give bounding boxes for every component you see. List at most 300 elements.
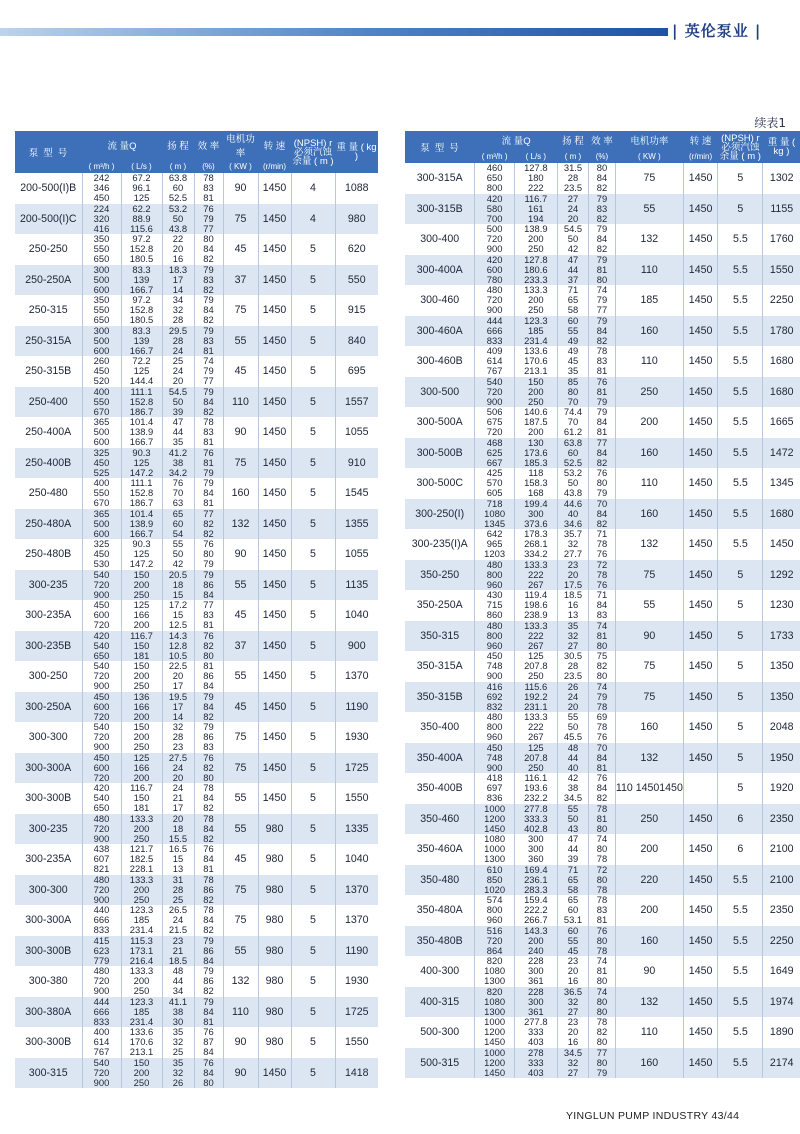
efficiency-cell: 76 81 79 bbox=[589, 377, 616, 408]
efficiency-cell: 78 83 81 bbox=[589, 346, 616, 377]
efficiency-cell: 79 84 81 bbox=[194, 478, 223, 509]
power-cell: 45 bbox=[223, 692, 258, 723]
model-cell: 250-480A bbox=[15, 509, 82, 540]
speed-cell: 1450 bbox=[683, 529, 717, 560]
header-eff: 效 率 bbox=[589, 131, 616, 149]
model-cell: 300-460 bbox=[405, 285, 475, 316]
speed-cell: 1450 bbox=[258, 570, 291, 601]
flow-ls-cell: 277.8 333 403 bbox=[514, 1017, 557, 1048]
weight-cell: 1450 bbox=[763, 529, 800, 560]
model-cell: 300-235 bbox=[15, 570, 82, 601]
flow-m3h-cell: 409 614 767 bbox=[475, 346, 514, 377]
efficiency-cell: 76 80 79 bbox=[194, 539, 223, 570]
flow-ls-cell: 116.7 150 181 bbox=[121, 631, 162, 662]
npsh-cell: 5 bbox=[718, 651, 763, 682]
weight-cell: 1545 bbox=[335, 478, 378, 509]
efficiency-cell: 76 79 77 bbox=[194, 204, 223, 235]
efficiency-cell: 71 84 83 bbox=[589, 590, 616, 621]
head-cell: 27.5 24 20 bbox=[162, 753, 194, 784]
table-row bbox=[405, 773, 800, 804]
flow-m3h-cell: 480 720 900 bbox=[82, 875, 121, 906]
header-weight: 重 量 ( kg ) bbox=[335, 131, 378, 173]
flow-ls-cell: 83.3 139 166.7 bbox=[121, 326, 162, 357]
speed-cell: 1450 bbox=[683, 224, 717, 255]
weight-cell: 1930 bbox=[335, 966, 378, 997]
table-row bbox=[15, 814, 378, 845]
table-row bbox=[15, 204, 378, 235]
table-row bbox=[405, 1017, 800, 1048]
npsh-cell: 4 bbox=[291, 173, 335, 204]
head-cell: 54.5 50 39 bbox=[162, 387, 194, 418]
efficiency-cell: 80 84 82 bbox=[589, 163, 616, 194]
weight-cell: 2350 bbox=[763, 804, 800, 835]
flow-ls-cell: 143.3 200 240 bbox=[514, 926, 557, 957]
power-cell: 110 bbox=[223, 387, 258, 418]
weight-cell: 1135 bbox=[335, 570, 378, 601]
header-flow-m3h: ( m³/h ) bbox=[82, 159, 121, 173]
npsh-cell: 5 bbox=[291, 661, 335, 692]
npsh-cell: 5 bbox=[291, 1027, 335, 1058]
flow-ls-cell: 300 300 360 bbox=[514, 834, 557, 865]
model-cell: 350-250A bbox=[405, 590, 475, 621]
power-cell: 90 bbox=[223, 1058, 258, 1089]
flow-m3h-cell: 460 650 800 bbox=[475, 163, 514, 194]
power-cell: 110 bbox=[223, 997, 258, 1028]
flow-ls-cell: 178.3 268.1 334.2 bbox=[514, 529, 557, 560]
flow-m3h-cell: 224 320 416 bbox=[82, 204, 121, 235]
flow-ls-cell: 133.3 200 250 bbox=[121, 966, 162, 997]
model-cell: 200-500(I)B bbox=[15, 173, 82, 204]
npsh-cell: 5 bbox=[291, 1058, 335, 1089]
table-row bbox=[405, 163, 800, 194]
model-cell: 300-460B bbox=[405, 346, 475, 377]
header-head: 扬 程 bbox=[557, 131, 588, 149]
speed-cell: 1450 bbox=[258, 631, 291, 662]
header-flow: 流 量Q bbox=[475, 131, 557, 149]
speed-cell: 1450 bbox=[683, 346, 717, 377]
speed-cell: 1450 bbox=[683, 804, 717, 835]
model-cell: 200-500(I)C bbox=[15, 204, 82, 235]
flow-m3h-cell: 480 800 960 bbox=[475, 560, 514, 591]
flow-ls-cell: 123.3 185 231.4 bbox=[121, 905, 162, 936]
npsh-cell: 5.5 bbox=[718, 438, 763, 469]
npsh-cell: 5 bbox=[718, 712, 763, 743]
speed-cell: 1450 bbox=[683, 407, 717, 438]
efficiency-cell: 70 84 81 bbox=[589, 743, 616, 774]
speed-cell: 980 bbox=[258, 1027, 291, 1058]
model-cell: 300-250A bbox=[15, 692, 82, 723]
table-row bbox=[15, 661, 378, 692]
table-row bbox=[405, 865, 800, 896]
model-cell: 250-400 bbox=[15, 387, 82, 418]
head-cell: 35.7 32 27.7 bbox=[557, 529, 588, 560]
npsh-cell: 5 bbox=[291, 692, 335, 723]
speed-cell: 1450 bbox=[683, 743, 717, 774]
flow-ls-cell: 118 158.3 168 bbox=[514, 468, 557, 499]
efficiency-cell: 78 83 81 bbox=[194, 417, 223, 448]
power-cell: 132 bbox=[223, 966, 258, 997]
table-row bbox=[405, 743, 800, 774]
power-cell: 110 bbox=[615, 468, 683, 499]
speed-cell: 1450 bbox=[258, 265, 291, 296]
flow-m3h-cell: 430 715 860 bbox=[475, 590, 514, 621]
npsh-cell: 5.5 bbox=[718, 285, 763, 316]
speed-cell: 1450 bbox=[683, 1017, 717, 1048]
header-eff-unit: (%) bbox=[194, 159, 223, 173]
efficiency-cell: 74 81 80 bbox=[589, 621, 616, 652]
speed-cell: 1450 bbox=[683, 987, 717, 1018]
speed-cell: 1450 bbox=[258, 295, 291, 326]
table-row bbox=[405, 804, 800, 835]
efficiency-cell: 79 84 82 bbox=[194, 387, 223, 418]
speed-cell: 980 bbox=[258, 936, 291, 967]
head-cell: 26 24 20 bbox=[557, 682, 588, 713]
efficiency-cell: 78 82 80 bbox=[589, 1017, 616, 1048]
power-cell: 90 bbox=[223, 1027, 258, 1058]
speed-cell: 1450 bbox=[258, 204, 291, 235]
flow-m3h-cell: 540 720 900 bbox=[82, 1058, 121, 1089]
head-cell: 48 44 34 bbox=[162, 966, 194, 997]
npsh-cell: 5 bbox=[718, 743, 763, 774]
head-cell: 29.5 28 24 bbox=[162, 326, 194, 357]
npsh-cell: 5.5 bbox=[718, 255, 763, 286]
efficiency-cell: 74 79 77 bbox=[194, 356, 223, 387]
table-row bbox=[15, 539, 378, 570]
weight-cell: 1680 bbox=[763, 377, 800, 408]
head-cell: 35 32 25 bbox=[162, 1027, 194, 1058]
table-row bbox=[15, 173, 378, 204]
power-cell: 90 bbox=[223, 539, 258, 570]
power-cell: 45 bbox=[223, 356, 258, 387]
weight-cell: 2100 bbox=[763, 865, 800, 896]
model-cell: 250-250A bbox=[15, 265, 82, 296]
weight-cell: 1733 bbox=[763, 621, 800, 652]
efficiency-cell: 79 83 82 bbox=[589, 194, 616, 225]
head-cell: 53.2 50 43.8 bbox=[557, 468, 588, 499]
flow-ls-cell: 116.7 161 194 bbox=[514, 194, 557, 225]
head-cell: 20 18 15.5 bbox=[162, 814, 194, 845]
model-cell: 350-315B bbox=[405, 682, 475, 713]
efficiency-cell: 79 84 81 bbox=[194, 997, 223, 1028]
flow-m3h-cell: 450 748 900 bbox=[475, 651, 514, 682]
table-row bbox=[405, 255, 800, 286]
npsh-cell: 5 bbox=[291, 997, 335, 1028]
flow-m3h-cell: 540 720 900 bbox=[475, 377, 514, 408]
speed-cell: 1450 bbox=[683, 438, 717, 469]
flow-m3h-cell: 365 500 600 bbox=[82, 509, 121, 540]
efficiency-cell: 78 86 82 bbox=[194, 875, 223, 906]
table-row bbox=[15, 570, 378, 601]
model-cell: 500-300 bbox=[405, 1017, 475, 1048]
header-accent-bar bbox=[0, 28, 668, 36]
flow-m3h-cell: 365 500 600 bbox=[82, 417, 121, 448]
flow-m3h-cell: 440 666 833 bbox=[82, 905, 121, 936]
npsh-cell: 5 bbox=[291, 417, 335, 448]
header-speed-unit: (r/min) bbox=[258, 159, 291, 173]
flow-m3h-cell: 480 720 900 bbox=[82, 966, 121, 997]
weight-cell: 1974 bbox=[763, 987, 800, 1018]
table-row bbox=[15, 600, 378, 631]
head-cell: 44.6 40 34.6 bbox=[557, 499, 588, 530]
power-cell: 160 bbox=[615, 712, 683, 743]
head-cell: 25 24 20 bbox=[162, 356, 194, 387]
flow-m3h-cell: 350 550 650 bbox=[82, 295, 121, 326]
weight-cell: 840 bbox=[335, 326, 378, 357]
flow-ls-cell: 150 200 250 bbox=[121, 661, 162, 692]
model-cell: 300-300 bbox=[15, 722, 82, 753]
power-cell: 160 bbox=[615, 499, 683, 530]
head-cell: 60 55 45 bbox=[557, 926, 588, 957]
power-cell: 132 bbox=[223, 509, 258, 540]
power-cell: 37 bbox=[223, 265, 258, 296]
speed-cell: 980 bbox=[258, 966, 291, 997]
efficiency-cell: 79 86 84 bbox=[194, 936, 223, 967]
weight-cell: 1370 bbox=[335, 905, 378, 936]
table-row bbox=[405, 621, 800, 652]
flow-ls-cell: 115.6 192.2 231.1 bbox=[514, 682, 557, 713]
flow-m3h-cell: 242 346 450 bbox=[82, 173, 121, 204]
model-cell: 300-235A bbox=[15, 844, 82, 875]
power-cell: 200 bbox=[615, 407, 683, 438]
weight-cell: 1345 bbox=[763, 468, 800, 499]
table-row bbox=[15, 326, 378, 357]
model-cell: 250-315B bbox=[15, 356, 82, 387]
table-row bbox=[405, 560, 800, 591]
efficiency-cell: 76 82 80 bbox=[194, 753, 223, 784]
speed-cell: 1450 bbox=[683, 712, 717, 743]
table-row bbox=[405, 926, 800, 957]
head-cell: 36.5 32 27 bbox=[557, 987, 588, 1018]
weight-cell: 2100 bbox=[763, 834, 800, 865]
power-cell: 45 bbox=[223, 600, 258, 631]
head-cell: 22.5 20 17 bbox=[162, 661, 194, 692]
power-cell: 90 bbox=[615, 621, 683, 652]
head-cell: 85 80 70 bbox=[557, 377, 588, 408]
head-cell: 65 60 53.1 bbox=[557, 895, 588, 926]
efficiency-cell: 76 80 78 bbox=[589, 926, 616, 957]
efficiency-cell: 78 81 80 bbox=[589, 804, 616, 835]
flow-m3h-cell: 420 540 650 bbox=[82, 783, 121, 814]
power-cell: 75 bbox=[223, 753, 258, 784]
head-cell: 41.2 38 34.2 bbox=[162, 448, 194, 479]
table-row bbox=[405, 438, 800, 469]
table-row bbox=[15, 1027, 378, 1058]
flow-ls-cell: 101.4 138.9 166.7 bbox=[121, 417, 162, 448]
model-cell: 350-460 bbox=[405, 804, 475, 835]
efficiency-cell: 79 86 82 bbox=[194, 966, 223, 997]
flow-m3h-cell: 506 675 720 bbox=[475, 407, 514, 438]
weight-cell: 1780 bbox=[763, 316, 800, 347]
header-eff: 效 率 bbox=[194, 131, 223, 159]
npsh-cell: 6 bbox=[718, 834, 763, 865]
npsh-cell: 5 bbox=[291, 905, 335, 936]
flow-m3h-cell: 480 720 900 bbox=[82, 814, 121, 845]
table-row bbox=[15, 844, 378, 875]
efficiency-cell: 81 86 84 bbox=[194, 661, 223, 692]
flow-ls-cell: 133.6 170.6 213.1 bbox=[121, 1027, 162, 1058]
speed-cell: 1450 bbox=[683, 194, 717, 225]
power-cell: 75 bbox=[223, 448, 258, 479]
weight-cell: 1680 bbox=[763, 346, 800, 377]
flow-m3h-cell: 450 748 900 bbox=[475, 743, 514, 774]
model-cell: 350-480 bbox=[405, 865, 475, 896]
efficiency-cell: 71 78 76 bbox=[589, 529, 616, 560]
weight-cell: 2250 bbox=[763, 926, 800, 957]
power-cell: 55 bbox=[223, 326, 258, 357]
speed-cell: 1450 bbox=[683, 560, 717, 591]
weight-cell: 1950 bbox=[763, 743, 800, 774]
head-cell: 20.5 18 15 bbox=[162, 570, 194, 601]
header-npsh: (NPSH) r 必须汽蚀 余量 ( m ) bbox=[719, 132, 761, 162]
weight-cell: 2048 bbox=[763, 712, 800, 743]
power-cell: 185 bbox=[615, 285, 683, 316]
model-cell: 300-400 bbox=[405, 224, 475, 255]
npsh-cell: 5 bbox=[718, 163, 763, 194]
efficiency-cell: 77 83 81 bbox=[194, 600, 223, 631]
page-footer: YINGLUN PUMP INDUSTRY 43/44 bbox=[566, 1110, 740, 1122]
table-row bbox=[405, 407, 800, 438]
model-cell: 250-400B bbox=[15, 448, 82, 479]
npsh-cell: 5.5 bbox=[718, 956, 763, 987]
speed-cell: 980 bbox=[258, 905, 291, 936]
flow-m3h-cell: 1000 1200 1450 bbox=[475, 1017, 514, 1048]
speed-cell: 1450 bbox=[683, 621, 717, 652]
speed-cell: 1450 bbox=[683, 682, 717, 713]
speed-cell: 1450 bbox=[258, 417, 291, 448]
flow-m3h-cell: 480 800 960 bbox=[475, 621, 514, 652]
table-row bbox=[405, 499, 800, 530]
head-cell: 47 44 35 bbox=[162, 417, 194, 448]
power-cell: 55 bbox=[223, 661, 258, 692]
npsh-cell: 5 bbox=[718, 773, 763, 804]
model-cell: 300-300B bbox=[15, 1027, 82, 1058]
npsh-cell: 5.5 bbox=[718, 224, 763, 255]
npsh-cell: 5.5 bbox=[718, 926, 763, 957]
power-cell: 55 bbox=[223, 936, 258, 967]
flow-ls-cell: 125 207.8 250 bbox=[514, 651, 557, 682]
power-cell: 75 bbox=[615, 651, 683, 682]
header-head-unit: ( m ) bbox=[557, 149, 588, 163]
speed-cell: 1450 bbox=[258, 722, 291, 753]
table-row bbox=[15, 997, 378, 1028]
flow-ls-cell: 138.9 200 250 bbox=[514, 224, 557, 255]
speed-cell: 1450 bbox=[258, 509, 291, 540]
table-row bbox=[15, 1058, 378, 1089]
speed-cell: 1450 bbox=[258, 478, 291, 509]
speed-cell: 1450 bbox=[258, 387, 291, 418]
power-cell: 75 bbox=[615, 682, 683, 713]
power-cell: 110 bbox=[615, 255, 683, 286]
header-model: 泵 型 号 bbox=[15, 131, 82, 173]
header-flow: 流 量Q bbox=[82, 131, 162, 159]
head-cell: 41.1 38 30 bbox=[162, 997, 194, 1028]
table-row bbox=[15, 936, 378, 967]
head-cell: 26.5 24 21.5 bbox=[162, 905, 194, 936]
flow-ls-cell: 133.3 222 267 bbox=[514, 621, 557, 652]
speed-cell: 980 bbox=[258, 997, 291, 1028]
speed-cell: 1450 bbox=[683, 316, 717, 347]
model-cell: 300-250 bbox=[15, 661, 82, 692]
table-row bbox=[15, 905, 378, 936]
efficiency-cell: 74 81 80 bbox=[589, 956, 616, 987]
head-cell: 55 50 43 bbox=[557, 804, 588, 835]
header-model: 泵 型 号 bbox=[405, 131, 475, 163]
efficiency-cell: 70 84 82 bbox=[589, 499, 616, 530]
weight-cell: 1190 bbox=[335, 692, 378, 723]
flow-ls-cell: 116.7 150 181 bbox=[121, 783, 162, 814]
npsh-cell: 5 bbox=[291, 478, 335, 509]
model-cell: 300-315B bbox=[405, 194, 475, 225]
model-cell: 400-300 bbox=[405, 956, 475, 987]
efficiency-cell: 79 86 84 bbox=[194, 570, 223, 601]
npsh-cell: 5.5 bbox=[718, 346, 763, 377]
flow-ls-cell: 125 166 200 bbox=[121, 600, 162, 631]
flow-m3h-cell: 420 600 780 bbox=[475, 255, 514, 286]
flow-m3h-cell: 718 1080 1345 bbox=[475, 499, 514, 530]
head-cell: 55 50 42 bbox=[162, 539, 194, 570]
weight-cell: 1055 bbox=[335, 417, 378, 448]
header-flow-m3h: ( m³/h ) bbox=[475, 149, 514, 163]
efficiency-cell: 76 84 82 bbox=[589, 773, 616, 804]
table-row bbox=[405, 194, 800, 225]
weight-cell: 2250 bbox=[763, 285, 800, 316]
npsh-cell: 5.5 bbox=[718, 468, 763, 499]
efficiency-cell: 76 81 79 bbox=[194, 448, 223, 479]
speed-cell: 980 bbox=[258, 814, 291, 845]
speed-cell: 1450 bbox=[258, 356, 291, 387]
table-row bbox=[405, 377, 800, 408]
table-row bbox=[15, 448, 378, 479]
model-cell: 300-460A bbox=[405, 316, 475, 347]
efficiency-cell: 76 82 80 bbox=[194, 631, 223, 662]
model-cell: 350-250 bbox=[405, 560, 475, 591]
npsh-cell: 5 bbox=[291, 966, 335, 997]
head-cell: 22 20 16 bbox=[162, 234, 194, 265]
efficiency-cell: 74 79 78 bbox=[589, 682, 616, 713]
npsh-cell: 5 bbox=[291, 844, 335, 875]
weight-cell: 2350 bbox=[763, 895, 800, 926]
flow-m3h-cell: 516 720 864 bbox=[475, 926, 514, 957]
efficiency-cell: 79 84 81 bbox=[589, 407, 616, 438]
table-row bbox=[405, 1048, 800, 1079]
efficiency-cell: 79 83 82 bbox=[194, 265, 223, 296]
flow-m3h-cell: 400 550 670 bbox=[82, 387, 121, 418]
weight-cell: 1557 bbox=[335, 387, 378, 418]
flow-m3h-cell: 468 625 667 bbox=[475, 438, 514, 469]
npsh-cell: 5 bbox=[718, 590, 763, 621]
head-cell: 47 44 39 bbox=[557, 834, 588, 865]
flow-m3h-cell: 450 600 720 bbox=[82, 600, 121, 631]
weight-cell: 980 bbox=[335, 204, 378, 235]
efficiency-cell: 77 84 82 bbox=[589, 438, 616, 469]
header-weight: 重 量 ( kg ) bbox=[763, 131, 800, 163]
header-power: 电机功率 bbox=[223, 131, 258, 159]
power-cell: 250 bbox=[615, 377, 683, 408]
head-cell: 76 70 63 bbox=[162, 478, 194, 509]
npsh-cell: 5.5 bbox=[718, 529, 763, 560]
flow-ls-cell: 62.2 88.9 115.6 bbox=[121, 204, 162, 235]
flow-m3h-cell: 540 720 900 bbox=[82, 661, 121, 692]
flow-m3h-cell: 450 600 720 bbox=[82, 753, 121, 784]
power-cell: 55 bbox=[615, 194, 683, 225]
power-cell: 90 bbox=[615, 956, 683, 987]
model-cell: 350-400A bbox=[405, 743, 475, 774]
flow-ls-cell: 150 200 250 bbox=[121, 722, 162, 753]
efficiency-cell: 75 82 80 bbox=[589, 651, 616, 682]
weight-cell: 1190 bbox=[335, 936, 378, 967]
table-row bbox=[15, 265, 378, 296]
npsh-cell: 5.5 bbox=[718, 316, 763, 347]
